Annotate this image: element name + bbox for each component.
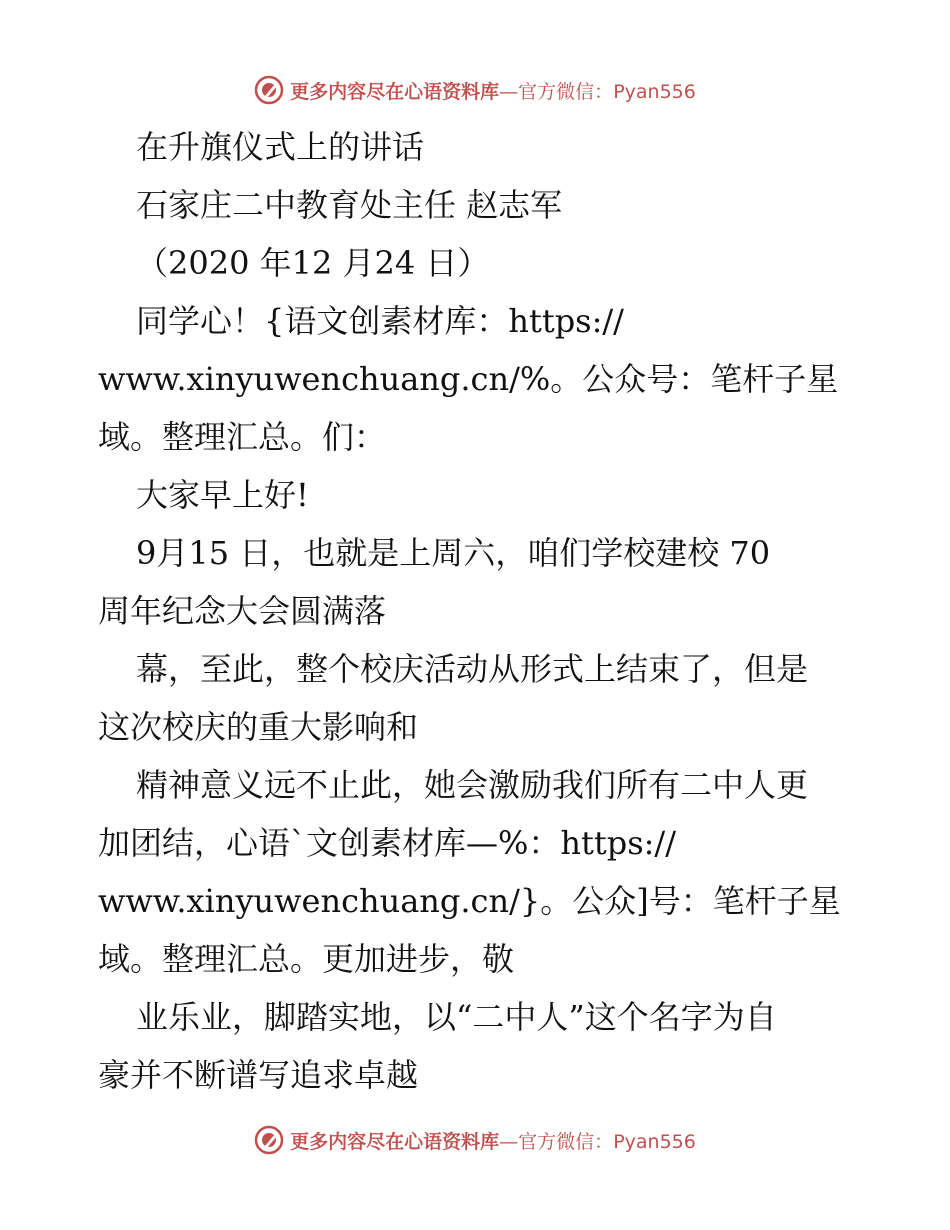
banner-wechat-id: Pyan556	[613, 1130, 696, 1153]
doc-title: 在升旗仪式上的讲话	[136, 128, 425, 166]
banner-site-text: 更多内容尽在心语资料库	[290, 80, 500, 103]
doc-line: www.xinyuwenchuang.cn/}。公众]号：笔杆子星	[98, 882, 841, 920]
banner-text	[290, 77, 696, 104]
doc-author: 石家庄二中教育处主任 赵志军	[136, 186, 563, 224]
doc-line: 幕，至此，整个校庆活动从形式上结束了，但是	[136, 650, 809, 688]
pen-logo-icon	[254, 75, 284, 105]
doc-line: 业乐业，脚踏实地，以“二中人”这个名字为自	[136, 998, 777, 1036]
banner-wechat-id: Pyan556	[613, 80, 696, 103]
doc-line: 加团结，心语`文创素材库—%：https://	[98, 824, 676, 862]
doc-line: 精神意义远不止此，她会激励我们所有二中人更	[136, 766, 809, 804]
banner-site-text: 更多内容尽在心语资料库	[290, 1130, 500, 1153]
banner-separator: —	[499, 80, 519, 103]
pen-logo-icon	[254, 1125, 284, 1155]
banner-separator: —	[499, 1130, 519, 1153]
doc-line: 这次校庆的重大影响和	[98, 708, 419, 746]
doc-date: （2020 年12 月24 日）	[136, 244, 490, 282]
footer-banner	[0, 1120, 950, 1160]
banner-text	[290, 1127, 696, 1154]
doc-line: 同学心！{语文创素材库：https://	[136, 302, 624, 340]
doc-line: 9月15 日，也就是上周六，咱们学校建校 70	[136, 534, 771, 572]
doc-line: www.xinyuwenchuang.cn/%。公众号：笔杆子星	[98, 360, 839, 398]
doc-line: 域。整理汇总。们：	[98, 418, 387, 456]
banner-wechat-label: 官方微信：	[518, 1130, 614, 1153]
header-banner	[0, 70, 950, 110]
banner-wechat-label: 官方微信：	[518, 80, 614, 103]
document-body	[98, 118, 858, 1104]
doc-line: 周年纪念大会圆满落	[98, 592, 387, 630]
doc-line: 域。整理汇总。更加进步，敬	[98, 940, 515, 978]
doc-line: 豪并不断谱写追求卓越	[98, 1056, 419, 1094]
doc-line: 大家早上好!	[136, 476, 309, 514]
